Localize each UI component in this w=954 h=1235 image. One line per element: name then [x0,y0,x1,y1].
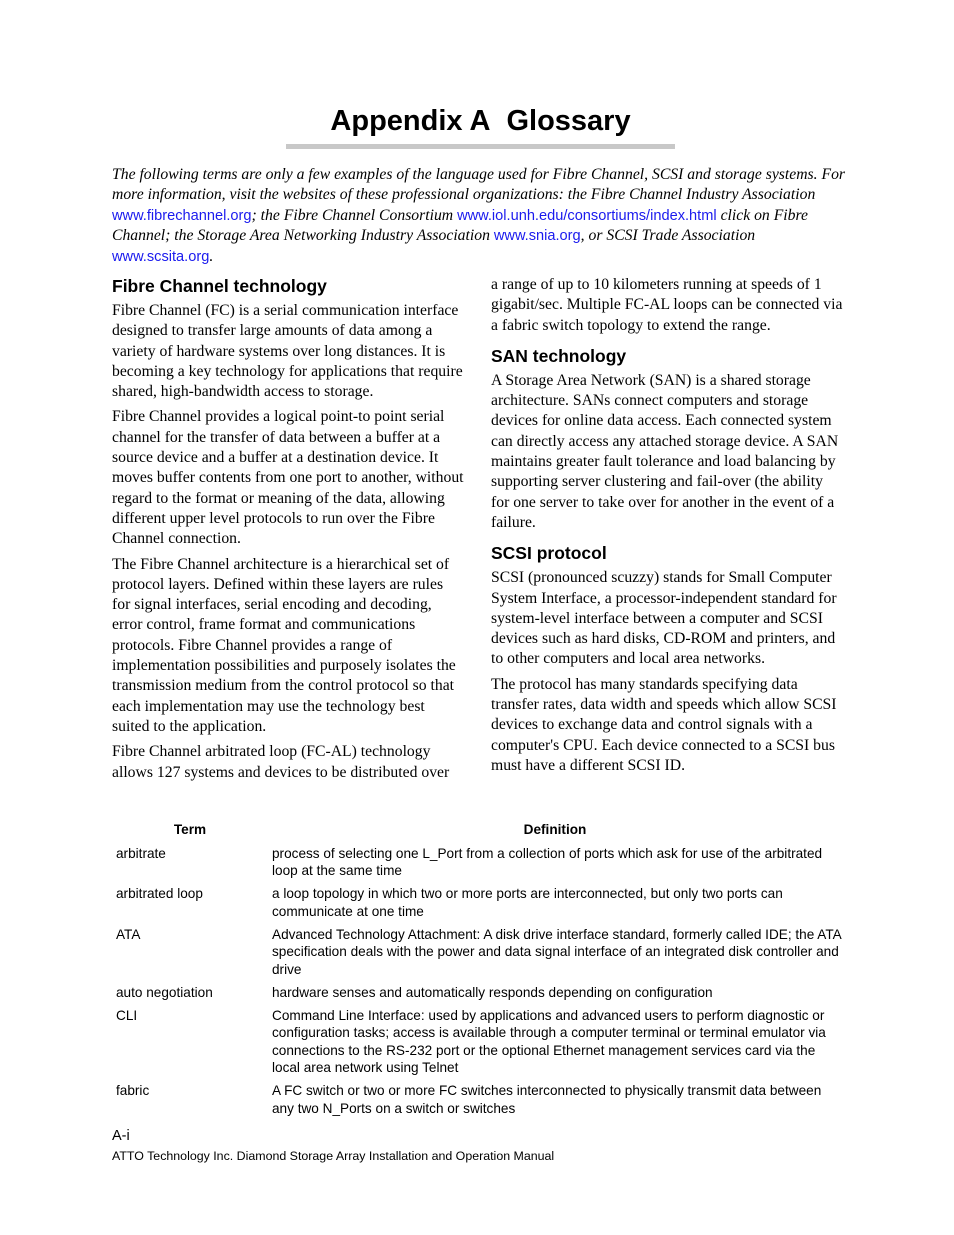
intro-text-2: ; the Fibre Channel Consortium [251,206,458,224]
page-number: A-i [112,1128,130,1144]
glossary-term: CLI [116,1007,138,1023]
glossary-definition: Command Line Interface: used by applications and advanced users to perform diagnostic or configuration tasks; access is available through a computer terminal or terminal emulator via connections to the RS-232 port or the optional Ethernet management services card via the local area network using Telnet [272,1007,826,1075]
glossary-definition: hardware senses and automatically responds depending on configuration [272,984,713,1000]
link-fibrechannel[interactable]: www.fibrechannel.org [112,207,252,224]
table-row [112,1082,842,1117]
manual-title: ATTO Technology Inc. Diamond Storage Array Installation and Operation Manual [112,1149,555,1163]
glossary-term: arbitrated loop [116,886,203,901]
san-paragraph: A Storage Area Network (SAN) is a shared storage architecture. SANs connect computers and storage devices for online data access. Each connected system can directly access any attached storage device. A SAN maintains greater fault tolerance and load balancing by supporting server clustering and fail-over (the ability for one server to take over for another in the event of a failure. [491,371,839,531]
intro-text-5: . [209,247,214,265]
glossary-table [112,821,842,1123]
glossary-definition: a loop topology in which two or more ports are interconnected, but only two ports can communicate at one time [272,886,783,919]
glossary-term: fabric [116,1083,150,1098]
glossary-term: arbitrate [116,845,166,861]
title-appendix-label: Appendix A [330,105,491,137]
scsi-paragraph: The protocol has many standards specifying data transfer rates, data width and speeds which allow SCSI devices to exchange data and control signals with a computer's CPU. Each device connected to a SCSI bus must have a different SCSI ID. [491,675,837,774]
scsi-heading: SCSI protocol [491,543,607,564]
title-underline [286,144,675,149]
right-column [491,275,843,781]
table-row [112,926,842,979]
fc-paragraph: Fibre Channel (FC) is a serial communication interface designed to transfer large amounts of data among a variety of hardware systems over long distances. It is becoming a key technology for applications that require shared, high-bandwidth access to storage. [112,302,463,401]
intro-paragraph [112,165,847,267]
fc-paragraph: Fibre Channel arbitrated loop (FC-AL) technology allows 127 systems and devices to be distributed over [112,743,450,781]
link-iol-unh[interactable]: www.iol.unh.edu/consortiums/index.html [457,207,717,224]
glossary-definition: Advanced Technology Attachment: A disk drive interface standard, formerly called IDE; the ATA specification deals with the power and data signal interface of an integrated disk controller and drive [272,926,841,977]
intro-text-3: click on Fibre Channel; the Storage Area Networking Industry Association [112,206,808,245]
table-row [112,845,842,880]
table-row [112,885,842,920]
appendix-title-block [286,100,675,149]
glossary-term: auto negotiation [116,984,213,1000]
link-scsita[interactable]: www.scsita.org [112,248,210,265]
san-heading: SAN technology [491,345,627,366]
intro-text-1: The following terms are only a few examples of the language used for Fibre Channel, SCSI and storage systems. For more information, visit the websites of these professional organizations: the Fibre Channel Industry Association [112,166,846,204]
left-column [112,275,464,788]
definition-column-header: Definition [523,822,587,837]
intro-text-4: , or SCSI Trade Association [580,227,756,245]
scsi-paragraph: SCSI (pronounced scuzzy) stands for Small Computer System Interface, a processor-independent standard for system-level interface between a computer and SCSI devices such as hard disks, CD-ROM and printers, and to other computers and local area networks. [491,569,837,668]
fc-paragraph: The Fibre Channel architecture is a hierarchical set of protocol layers. Defined within these layers are rules for signal interfaces, serial encoding and decoding, error control, frame format and communications protocols. Fibre Channel provides a range of implementation possibilities and purposely isolates the transmission medium from the control protocol so that each implementation may use the technology best suited to the application. [112,555,456,735]
page-footer [112,1127,554,1164]
glossary-term: ATA [116,926,141,942]
page-title [286,100,675,142]
term-column-header: Term [173,822,207,837]
fc-continuation-paragraph: a range of up to 10 kilometers running at speeds of 1 gigabit/sec. Multiple FC-AL loops can be connected via a fabric switch topology to extend the range. [491,276,843,334]
link-snia[interactable]: www.snia.org [493,228,581,245]
fibre-channel-heading: Fibre Channel technology [112,276,327,296]
glossary-definition: A FC switch or two or more FC switches interconnected to physically transmit data between any two N_Ports on a switch or switches [272,1083,822,1116]
glossary-definition: process of selecting one L_Port from a collection of ports which ask for use of the arbitrated loop at the same time [272,845,823,878]
title-glossary-label: Glossary [506,105,631,137]
glossary-header-row [112,821,842,839]
fc-paragraph: Fibre Channel provides a logical point-to point serial channel for the transfer of data between a buffer at a source device and a buffer at a destination device. It moves buffer contents from one port to another, without regard to the format or meaning of the data, allowing different upper level protocols to run over the Fibre Channel connection. [112,408,464,548]
table-row [112,984,842,1002]
table-row [112,1007,842,1077]
